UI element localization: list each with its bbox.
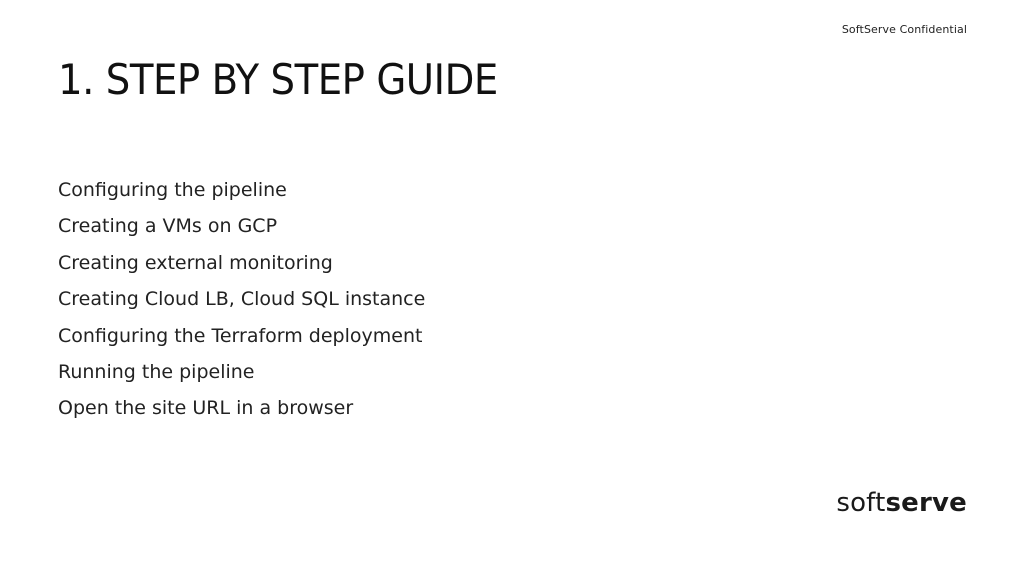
softserve-logo: [836, 490, 967, 516]
step-list: [58, 172, 425, 427]
step-item: Configuring the pipeline: [58, 179, 287, 201]
step-item: Creating Cloud LB, Cloud SQL instance: [58, 288, 426, 311]
step-item: Open the site URL in a browser: [58, 397, 354, 420]
step-item: Configuring the Terraform deployment: [58, 324, 423, 347]
confidential-label: SoftServe Confidential: [841, 23, 967, 36]
step-item: Creating external monitoring: [58, 251, 333, 274]
logo-text-light: soft: [836, 488, 886, 518]
logo-text-bold: serve: [885, 488, 967, 518]
step-item: Running the pipeline: [58, 361, 255, 384]
step-item: Creating a VMs on GCP: [58, 215, 278, 238]
slide-title: 1. STEP BY STEP GUIDE: [58, 55, 498, 104]
